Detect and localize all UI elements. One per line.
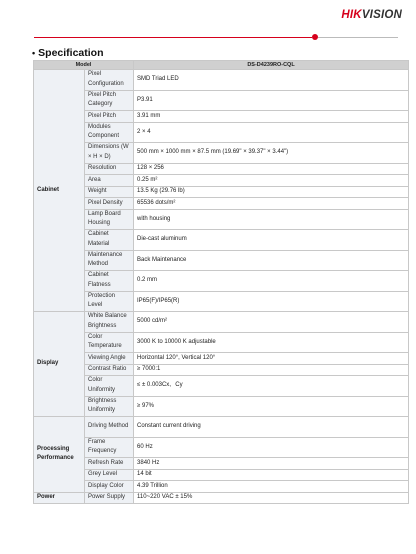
- header-rule-tail: [318, 37, 398, 38]
- param-name: Cabinet Material: [85, 230, 134, 251]
- param-name: Display Color: [85, 481, 134, 493]
- table-row: [34, 469, 409, 481]
- param-value: IP65(F)/IP65(R): [134, 291, 409, 312]
- param-value: 2 × 4: [134, 122, 409, 143]
- param-value: 65536 dots/m²: [134, 198, 409, 210]
- table-row: [34, 175, 409, 187]
- param-name: Lamp Board Housing: [85, 209, 134, 230]
- table-row: [34, 70, 409, 91]
- param-value: SMD Triad LED: [134, 70, 409, 91]
- group-label: Display: [34, 312, 85, 417]
- param-name: Color Temperature: [85, 332, 134, 353]
- param-name: Pixel Configuration: [85, 70, 134, 91]
- table-row: [34, 312, 409, 333]
- param-name: Pixel Pitch: [85, 111, 134, 123]
- param-name: Maintenance Method: [85, 250, 134, 271]
- param-name: Driving Method: [85, 417, 134, 438]
- table-row: [34, 353, 409, 365]
- param-name: Dimensions (W × H × D): [85, 143, 134, 164]
- group-label: Processing Performance: [34, 417, 85, 493]
- param-name: Refresh Rate: [85, 458, 134, 470]
- table-row: [34, 437, 409, 458]
- table-row: [34, 291, 409, 312]
- param-name: Resolution: [85, 163, 134, 175]
- param-name: Brightness Uniformity: [85, 396, 134, 417]
- header-model-value: DS-D4239RO-CQL: [134, 61, 409, 70]
- param-value: 0.2 mm: [134, 271, 409, 292]
- table-row: [34, 209, 409, 230]
- table-row: [34, 458, 409, 470]
- param-name: Contrast Ratio: [85, 364, 134, 376]
- param-value: 14 bit: [134, 469, 409, 481]
- table-row: [34, 90, 409, 111]
- param-value: 500 mm × 1000 mm × 87.5 mm (19.69" × 39.37" × 3.44"): [134, 143, 409, 164]
- param-name: Grey Level: [85, 469, 134, 481]
- param-value: ≤ ± 0.003Cx、Cy: [134, 376, 409, 397]
- table-row: [34, 481, 409, 493]
- param-name: Pixel Pitch Category: [85, 90, 134, 111]
- table-row: [34, 230, 409, 251]
- param-name: Color Uniformity: [85, 376, 134, 397]
- header-rule: [34, 37, 312, 38]
- table-row: [34, 163, 409, 175]
- param-value: 13.5 Kg (29.76 lb): [134, 186, 409, 198]
- param-name: Area: [85, 175, 134, 187]
- param-value: 3840 Hz: [134, 458, 409, 470]
- section-title-text: Specification: [38, 47, 104, 59]
- param-value: Horizontal 120°, Vertical 120°: [134, 353, 409, 365]
- spec-table-body: [34, 70, 409, 504]
- param-value: 110~220 VAC ± 15%: [134, 492, 409, 504]
- param-name: Protection Level: [85, 291, 134, 312]
- param-value: 60 Hz: [134, 437, 409, 458]
- param-value: P3.91: [134, 90, 409, 111]
- table-row: [34, 417, 409, 438]
- logo-part-hik: HIK: [341, 9, 362, 21]
- table-row: [34, 364, 409, 376]
- param-name: Cabinet Flatness: [85, 271, 134, 292]
- param-name: Frame Frequency: [85, 437, 134, 458]
- section-title: [32, 47, 104, 59]
- table-row: [34, 376, 409, 397]
- spec-table: [33, 60, 409, 504]
- header-model-label: Model: [34, 61, 134, 70]
- param-value: 128 × 256: [134, 163, 409, 175]
- param-name: Weight: [85, 186, 134, 198]
- table-row: [34, 143, 409, 164]
- param-value: Die-cast aluminum: [134, 230, 409, 251]
- param-name: Viewing Angle: [85, 353, 134, 365]
- table-row: [34, 492, 409, 504]
- param-value: Constant current driving: [134, 417, 409, 438]
- table-row: [34, 250, 409, 271]
- table-row: [34, 271, 409, 292]
- table-row: [34, 332, 409, 353]
- param-value: 4.39 Trillion: [134, 481, 409, 493]
- param-value: Back Maintenance: [134, 250, 409, 271]
- param-value: with housing: [134, 209, 409, 230]
- table-row: [34, 186, 409, 198]
- bullet-icon: •: [32, 48, 36, 58]
- param-value: 0.25 m²: [134, 175, 409, 187]
- param-value: ≥ 97%: [134, 396, 409, 417]
- logo-part-vision: VISION: [361, 9, 402, 21]
- param-name: Power Supply: [85, 492, 134, 504]
- group-label: Cabinet: [34, 70, 85, 312]
- param-value: 3.91 mm: [134, 111, 409, 123]
- table-row: [34, 122, 409, 143]
- param-value: ≥ 7000:1: [134, 364, 409, 376]
- hikvision-logo: [341, 9, 402, 21]
- param-value: 5000 cd/m²: [134, 312, 409, 333]
- table-row: [34, 198, 409, 210]
- table-row: [34, 396, 409, 417]
- param-value: 3000 K to 10000 K adjustable: [134, 332, 409, 353]
- param-name: White Balance Brightness: [85, 312, 134, 333]
- param-name: Modules Component: [85, 122, 134, 143]
- param-name: Pixel Density: [85, 198, 134, 210]
- group-label: Power: [34, 492, 85, 504]
- table-row: [34, 111, 409, 123]
